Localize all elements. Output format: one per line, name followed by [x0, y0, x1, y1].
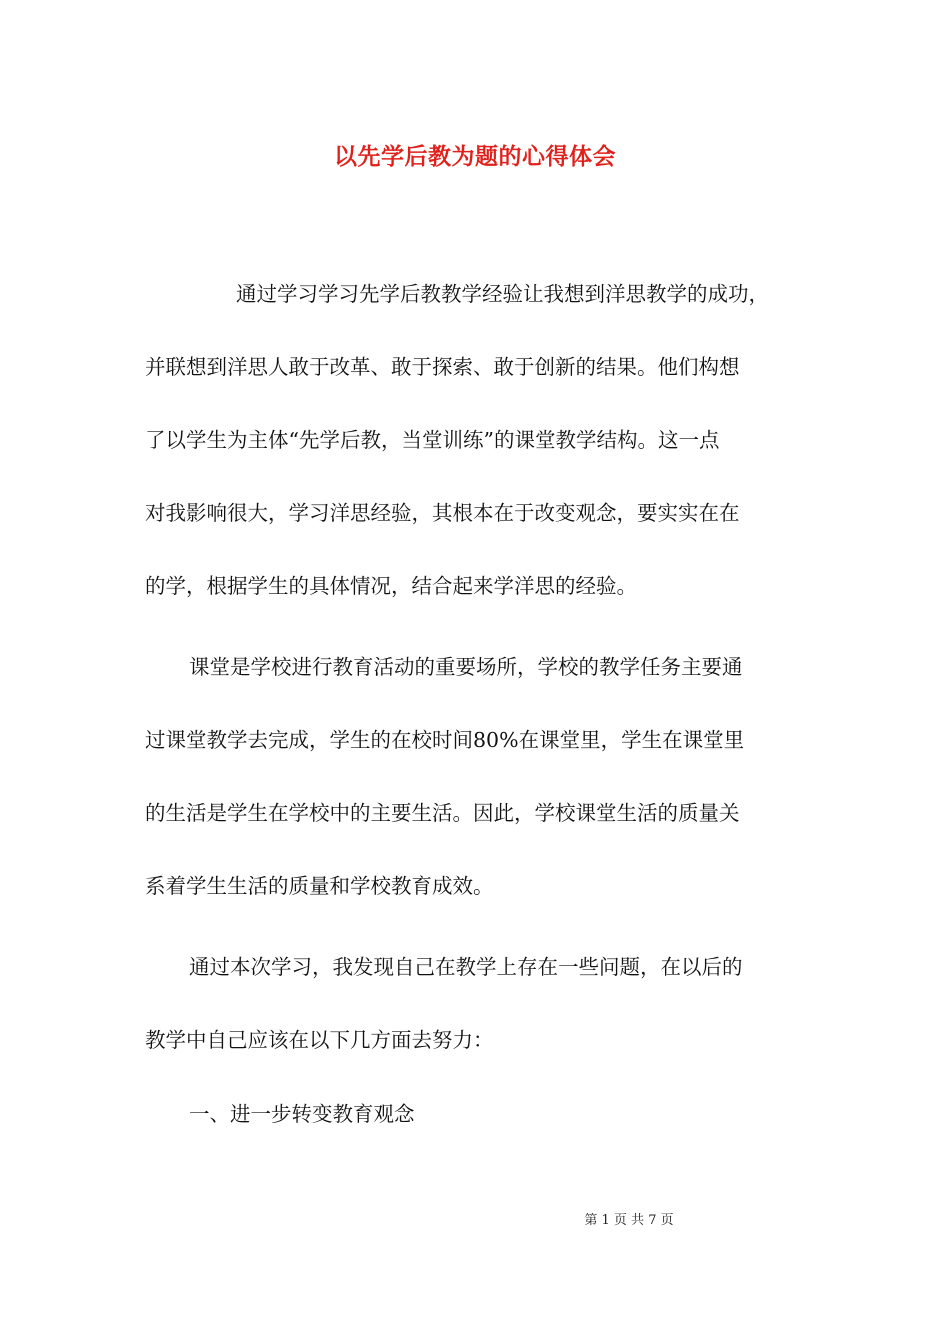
paragraph-line: 教学中自己应该在以下几方面去努力：: [145, 1028, 494, 1052]
page-footer: [0, 1209, 950, 1228]
page-number: 第 1 页 共 7 页: [584, 1213, 674, 1228]
paragraph-line: 的学，根据学生的具体情况，结合起来学洋思的经验。: [145, 574, 637, 598]
paragraph-line: 过课堂教学去完成，学生的在校时间80%在课堂里，学生在课堂里: [145, 728, 745, 752]
paragraph-line: 对我影响很大，学习洋思经验，其根本在于改变观念，要实实在在: [145, 501, 740, 525]
section-heading: 一、进一步转变教育观念: [189, 1102, 415, 1126]
paragraph-line: 通过学习学习先学后教教学经验让我想到洋思教学的成功，: [236, 282, 769, 306]
paragraph-line: 课堂是学校进行教育活动的重要场所，学校的教学任务主要通: [189, 655, 743, 679]
paragraph-line: 系着学生生活的质量和学校教育成效。: [145, 874, 494, 898]
paragraph-line: 并联想到洋思人敢于改革、敢于探索、敢于创新的结果。他们构想: [145, 355, 740, 379]
paragraph-line: 的生活是学生在学校中的主要生活。因此，学校课堂生活的质量关: [145, 801, 740, 825]
document-title: 以先学后教为题的心得体会: [334, 143, 616, 170]
paragraph-line: 了以学生为主体“先学后教，当堂训练”的课堂教学结构。这一点: [145, 428, 720, 452]
paragraph-line: 通过本次学习，我发现自己在教学上存在一些问题，在以后的: [189, 955, 743, 979]
